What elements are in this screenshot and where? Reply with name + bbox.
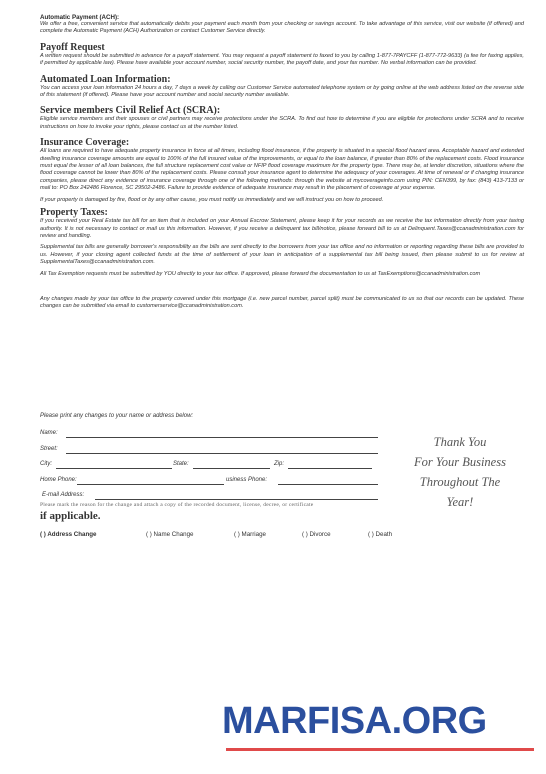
payoff-text: A written request should be submitted in advance for a payoff statement. You may request a payoff statement to faxed to you by calling 1-877-7PAYCFF (1-877-772-9633) (a fee for faxing applies, if permitted by applicable law). Please have available your account number, social security number, the payoff date, and your fax number. No verbal information can be provided. [40,52,524,67]
option-name-change[interactable]: ( ) Name Change [146,531,194,538]
home-phone-field[interactable] [77,484,224,485]
thank-you-line-1: Thank You [433,435,487,449]
payoff-title: Payoff Request [40,41,105,53]
option-address-change[interactable]: ( ) Address Change [40,531,97,538]
form-intro: Please print any changes to your name or address below: [40,413,194,419]
tax-paragraph-2: Supplemental tax bills are generally borrower's responsibility as the bills are sent directly to the borrowers from your tax office and no information or reporting regarding these bills are provided to us. However, if your closing agent collected funds at the time of settlement of your loan in anticipation of a supplemental tax bill being issued, then please submit to us for review at SupplementalTaxes@ccanadministration.com. [40,244,524,266]
street-label: Street: [40,446,58,452]
ach-title: Automatic Payment (ACH): [40,14,120,21]
ach-text: We offer a free, convenient service that automatically debits your payment each month from your checking or savings account. To take advantage of this service, visit our website (if offered) and complete the Automatic Payment (ACH) Authorization or contact Customer Service directly. [40,21,524,35]
email-field[interactable] [95,499,378,500]
option-marriage[interactable]: ( ) Marriage [234,531,266,538]
city-field[interactable] [56,468,172,469]
tax-paragraph-3: All Tax Exemption requests must be submitted by YOU directly to your tax office. If approved, please forward the documentation to us at TaxExemptions@ccanadministration.com [40,270,481,277]
marfisa-logo: MARFISA.ORG [222,700,487,742]
thank-you-line-4: Year! [446,495,474,509]
thank-you-line-3: Throughout The [419,475,501,489]
insurance-text-2: If your property is damaged by fire, flood or by any other cause, you must notify us immediately and we will instruct you on how to proceed. [40,196,384,203]
business-phone-field[interactable] [278,484,378,485]
street-field[interactable] [66,453,378,454]
thank-you-line-2: For Your Business [414,455,506,469]
automated-title: Automated Loan Information: [40,73,171,85]
tax-title: Property Taxes: [40,207,108,219]
zip-label: Zip: [274,461,285,467]
name-field[interactable] [66,437,378,438]
insurance-text: All loans are required to have adequate property insurance in force at all times, including flood insurance, if the property is situated in a special flood hazard area. Acceptable hazard and extended dwelling insurance coverage amounts are equal to 100% of the full insured value of the improvements, or equal to the loan balance, if greater than 80% of the replacement costs. Flood insurance must equal the lesser of all loan balances, the full structure replacement cost value or NFIP flood coverage maximum for the property type. There may be, at lender discretion, situations where the flood coverage cannot be lower than 80% of the replacement costs. Please consult your insurance agent to determine the adequacy of your coverages. At time of renewal or if changing insurance companies, please direct any evidence of insurance coverage through one of the following methods: through the website at mycoverageinfo.com using PIN: CEN399, by fax: (843) 413-7133 or mail to: PO Box 242486 Florence, SC 29502-2486. Failure to provide evidence of adequate insurance may result in the placement of coverage at your expense. [40,148,524,192]
logo-underline [226,748,534,751]
name-label: Name: [40,430,58,436]
state-field[interactable] [193,468,270,469]
state-label: State: [173,461,189,467]
scra-title: Service members Civil Relief Act (SCRA): [40,105,221,117]
email-label: E-mail Address: [42,492,85,498]
city-label: City: [40,461,52,467]
document-body [40,14,524,311]
option-death[interactable]: ( ) Death [368,531,393,538]
thank-you-message [400,432,520,512]
business-phone-label: usiness Phone: [226,477,268,483]
home-phone-label: Home Phone: [40,477,77,483]
tax-paragraph-4: Any changes made by your tax office to the property covered under this mortgage (i.e. new parcel number, parcel split) must be communicated to us so that our records can be updated. These changes can be submitted via email to customerservice@ccanadministration.com. [40,295,524,310]
if-applicable-text: if applicable. [40,510,101,522]
zip-field[interactable] [288,468,372,469]
tax-paragraph-1: If you received your Real Estate tax bill for an item that is included on your Annual Escrow Statement, please keep it for your records as we receive the tax information directly from your taxing authority. It is not necessary to contact or mail us this information. However, if you receive a delinquent tax bill/notice, please forward bill to us at Delinquent.Taxes@ccanadministration.com for review and handling. [40,218,524,239]
insurance-title: Insurance Coverage: [40,137,130,149]
scra-text: Eligible service members and their spouses or civil partners may receive protections under the SCRA. To find out how to determine if you are eligible for protections under SCRA and to receive instructions on how to invoke your rights, please contact us at the number listed. [40,116,524,130]
automated-text: You can access your loan information 24 hours a day, 7 days a week by calling our Customer Service automated telephone system or by going online at the web address listed on the reverse side of this statement (if offered). Please have your account number and social security number available. [40,84,524,99]
change-reason-note: Please mark the reason for the change and attach a copy of the recorded document, license, decree, or certificate [40,502,314,508]
option-divorce[interactable]: ( ) Divorce [302,531,331,538]
